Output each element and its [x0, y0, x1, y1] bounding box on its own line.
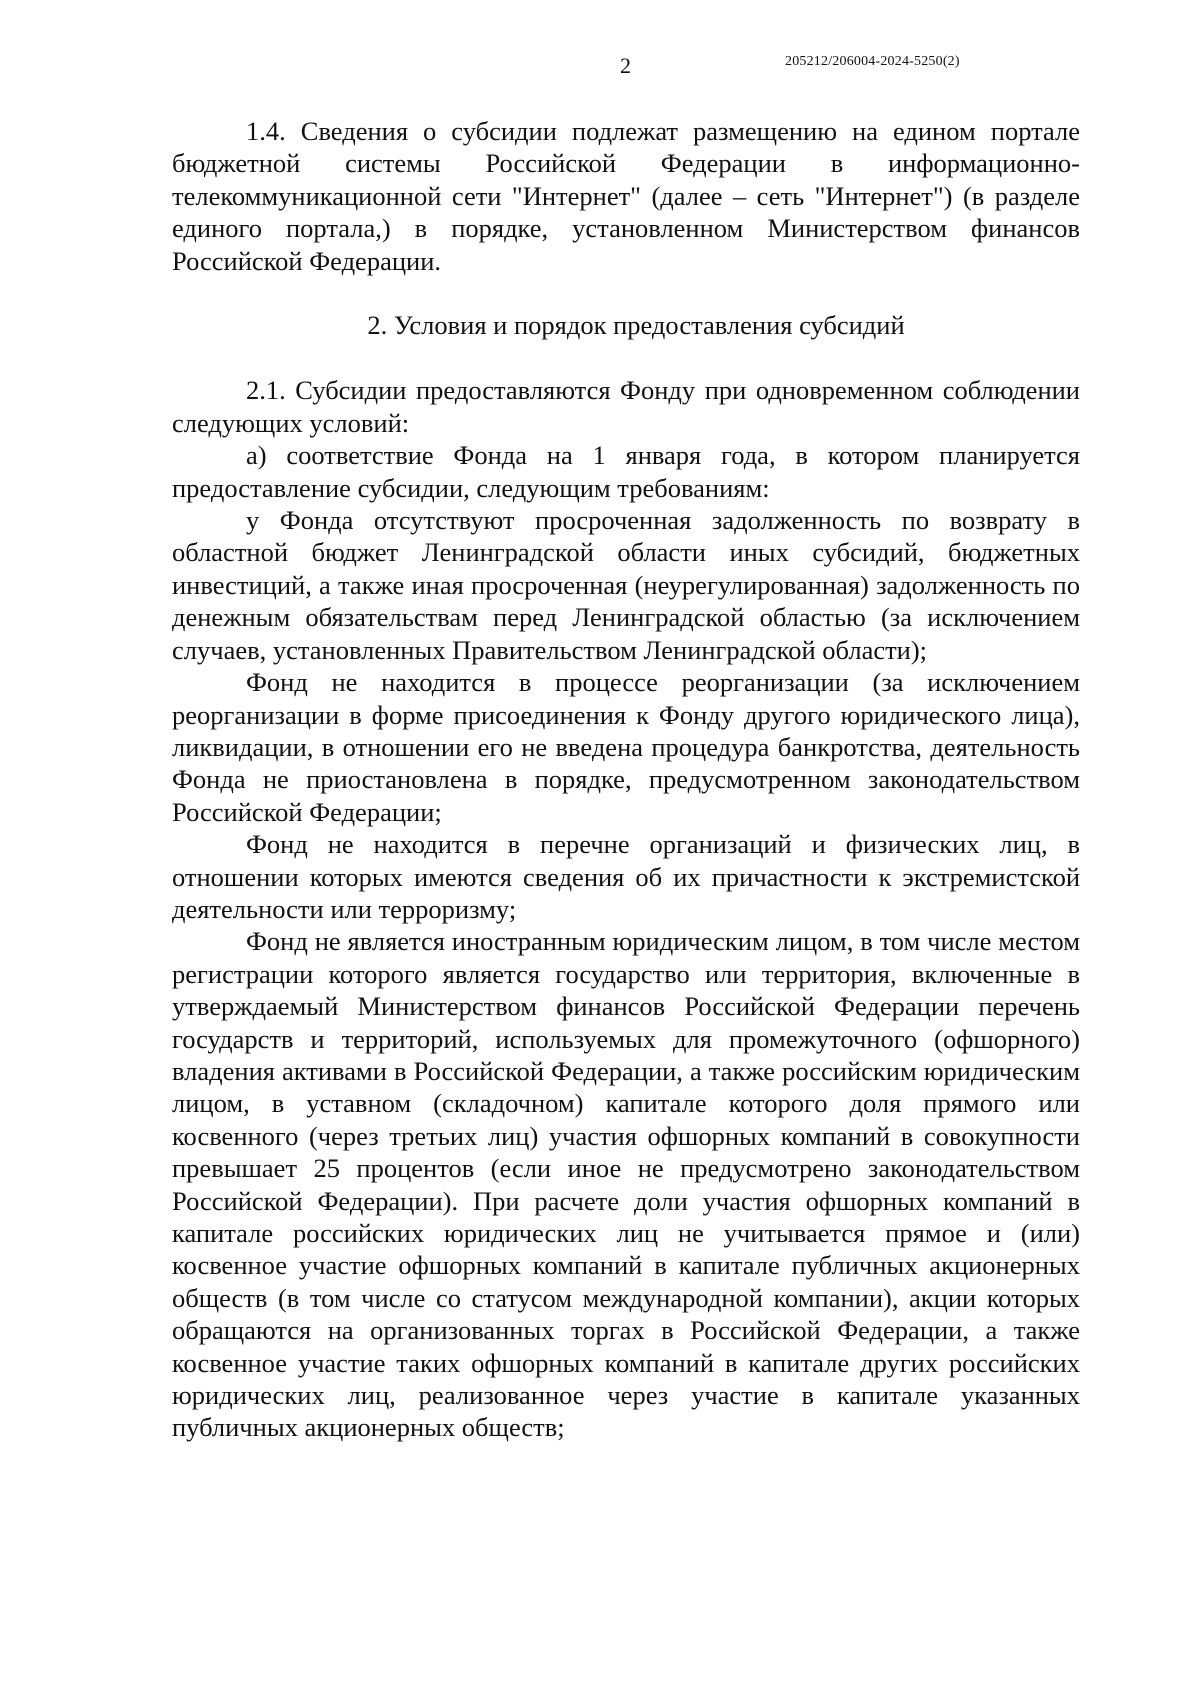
paragraph-not-foreign-entity: Фонд не является иностранным юридическим лицом, в том числе местом регистрации которого является государство или территория, включенные в утверждаемый Министерством финансов Российской Федерации перечень государств и территорий, используемых для промежуточного (офшорного) владения активами в Российской Федерации, а также российским юридическим лицом, в уставном (складочном) капитале которого доля прямого или косвенного (через третьих лиц) участия офшорных компаний в совокупности превышает 25 процентов (если иное не предусмотрено законодательством Российской Федерации). При расчете доли участия офшорных компаний в капитале российских юридических лиц не учитывается прямое и (или) косвенное участие офшорных компаний в капитале публичных акционерных обществ (в том числе со статусом международной компании), акции которых обращаются на организованных торгах в Российской Федерации, а также косвенное участие таких офшорных компаний в капитале других российских юридических лиц, реализованное через участие в капитале указанных публичных акционерных обществ;: [172, 926, 1080, 1443]
paragraph-no-debt: у Фонда отсутствуют просроченная задолженность по возврату в областной бюджет Ленинградской области иных субсидий, бюджетных инвестиций, а также иная просроченная (неурегулированная) задолженность по денежным обязательствам перед Ленинградской областью (за исключением случаев, установленных Правительством Ленинградской области);: [172, 505, 1080, 665]
paragraph-no-reorganization: Фонд не находится в процессе реорганизации (за исключением реорганизации в форме присоединения к Фонду другого юридического лица), ликвидации, в отношении его не введена процедура банкротства, деятельность Фонда не приостановлена в порядке, предусмотренном законодательством Российской Федерации;: [172, 667, 1080, 827]
section-heading: 2. Условия и порядок предоставления субсидий: [367, 310, 905, 341]
paragraph-condition-a: а) соответствие Фонда на 1 января года, в котором планируется предоставление субсидии, следующим требованиям:: [172, 440, 1080, 503]
page-number: 2: [620, 53, 631, 78]
paragraph-no-extremism: Фонд не находится в перечне организаций и физических лиц, в отношении которых имеются сведения об их причастности к экстремистской деятельности или терроризму;: [172, 829, 1080, 924]
paragraph-1-4: 1.4. Сведения о субсидии подлежат размещению на едином портале бюджетной системы Российской Федерации в информационно-телекоммуникационной сети "Интернет" (далее – сеть "Интернет") (в разделе единого портала,) в порядке, установленном Министерством финансов Российской Федерации.: [172, 116, 1080, 276]
paragraph-2-1: 2.1. Субсидии предоставляются Фонду при одновременном соблюдении следующих условий:: [172, 375, 1080, 438]
document-number: 205212/206004-2024-5250(2): [785, 54, 960, 69]
document-body: [172, 115, 1080, 1444]
